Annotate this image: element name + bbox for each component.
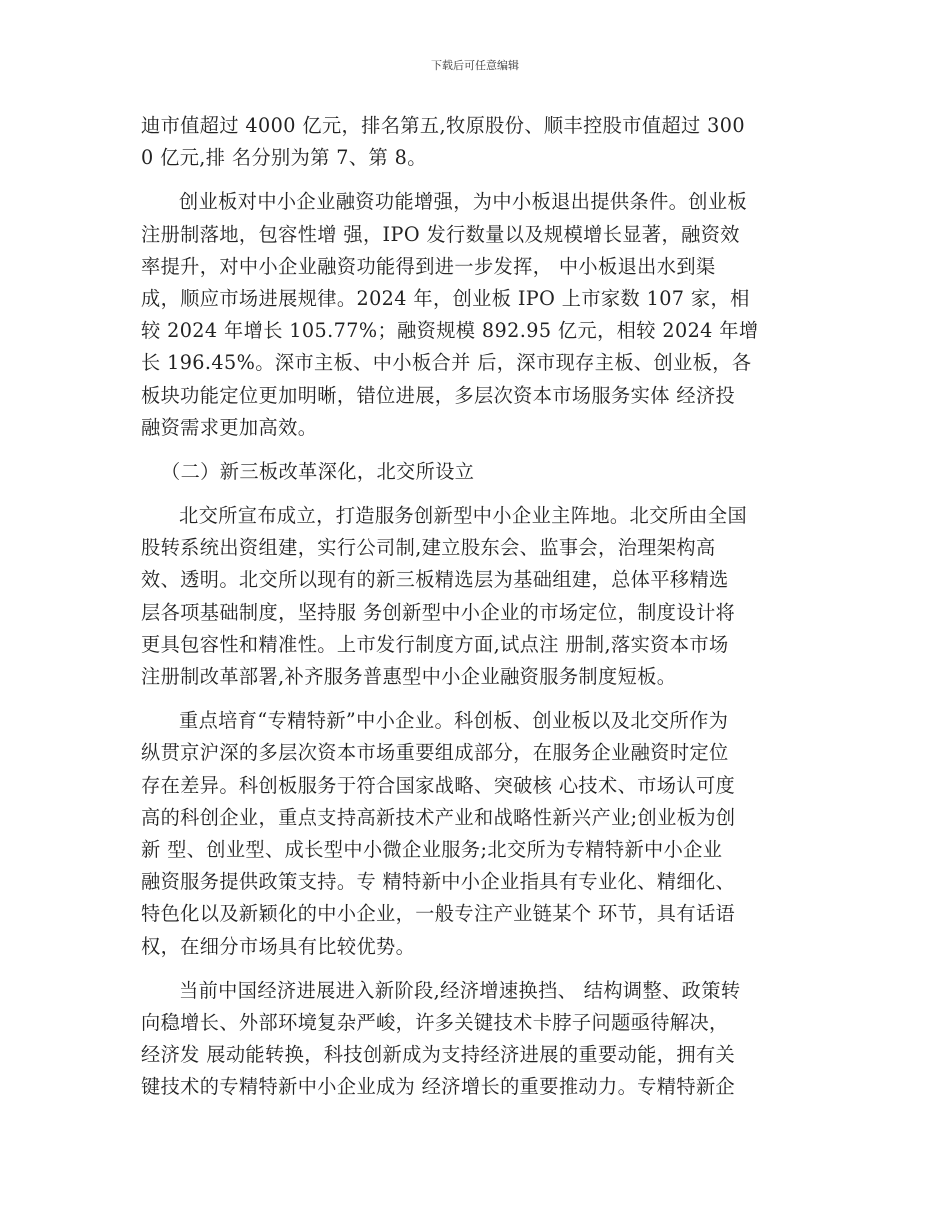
text-line: 纵贯京沪深的多层次资本市场重要组成部分，在服务企业融资时定位	[141, 741, 729, 765]
paragraph-specialized	[141, 705, 809, 963]
text-line: 创业板对中小企业融资功能增强，为中小板退出提供条件。创业板	[179, 190, 748, 214]
text-line: 0 亿元,排 名分别为第 7、第 8。	[141, 146, 427, 170]
text-line: 特色化以及新颖化的中小企业，一般专注产业链某个 环节，具有话语	[141, 902, 736, 926]
text-line: 北交所宣布成立，打造服务创新型中小企业主阵地。北交所由全国	[179, 504, 748, 528]
text-line: 迪市值超过 4000 亿元，排名第五,牧原股份、顺丰控股市值超过 300	[141, 114, 745, 137]
text-line: 长 196.45%。深市主板、中小板合并 后，深市现存主板、创业板，各	[141, 351, 752, 375]
section-heading	[141, 456, 809, 488]
text-line: 高的科创企业，重点支持高新技术产业和战略性新兴产业;创业板为创	[141, 805, 736, 829]
text-line: 更具包容性和精准性。上市发行制度方面,试点注 册制,落实资本市场	[141, 632, 729, 656]
text-line: 经济发 展动能转换，科技创新成为支持经济进展的重要动能，拥有关	[141, 1043, 736, 1067]
text-line: 融资需求更加高效。	[141, 415, 318, 439]
text-line: 重点培育“专精特新”中小企业。科创板、创业板以及北交所作为	[179, 709, 729, 733]
text-line: 注册制落地，包容性增 强，IPO 发行数量以及规模增长显著，融资效	[141, 222, 740, 246]
paragraph-economy	[141, 975, 809, 1104]
text-line: 向稳增长、外部环境复杂严峻，许多关键技术卡脖子问题亟待解决，	[141, 1010, 729, 1034]
text-line: 层各项基础制度，坚持服 务创新型中小企业的市场定位，制度设计将	[141, 600, 736, 624]
document-body	[141, 110, 809, 1103]
paragraph-continuation	[141, 110, 809, 174]
text-line: 权，在细分市场具有比较优势。	[141, 934, 416, 958]
text-line: 效、透明。北交所以现有的新三板精选层为基础组建，总体平移精选	[141, 568, 729, 592]
text-line: 注册制改革部署,补齐服务普惠型中小企业融资服务制度短板。	[141, 665, 677, 688]
text-line: 股转系统出资组建，实行公司制,建立股东会、监事会，治理架构高	[141, 536, 716, 560]
page-header: 下载后可任意编辑	[431, 59, 519, 72]
text-line: 当前中国经济进展进入新阶段,经济增速换挡、 结构调整、政策转	[179, 978, 741, 1002]
heading-line: （二）新三板改革深化，北交所设立	[161, 459, 475, 483]
text-line: 板块功能定位更加明晰，错位进展，多层次资本市场服务实体 经济投	[141, 383, 736, 407]
text-line: 键技术的专精特新中小企业成为 经济增长的重要推动力。专精特新企	[141, 1075, 736, 1099]
text-line: 融资服务提供政策支持。专 精特新中小企业指具有专业化、精细化、	[141, 870, 736, 894]
paragraph-chinext	[141, 186, 809, 444]
text-line: 较 2024 年增长 105.77%；融资规模 892.95 亿元，相较 2024 年增	[141, 319, 759, 343]
paragraph-bse	[141, 500, 809, 693]
text-line: 率提升，对中小企业融资功能得到进一步发挥， 中小板退出水到渠	[141, 254, 716, 278]
text-line: 新 型、创业型、成长型中小微企业服务;北交所为专精特新中小企业	[141, 837, 723, 861]
text-line: 存在差异。科创板服务于符合国家战略、突破核 心技术、市场认可度	[141, 773, 736, 797]
text-line: 成，顺应市场进展规律。2024 年，创业板 IPO 上市家数 107 家，相	[141, 286, 750, 310]
